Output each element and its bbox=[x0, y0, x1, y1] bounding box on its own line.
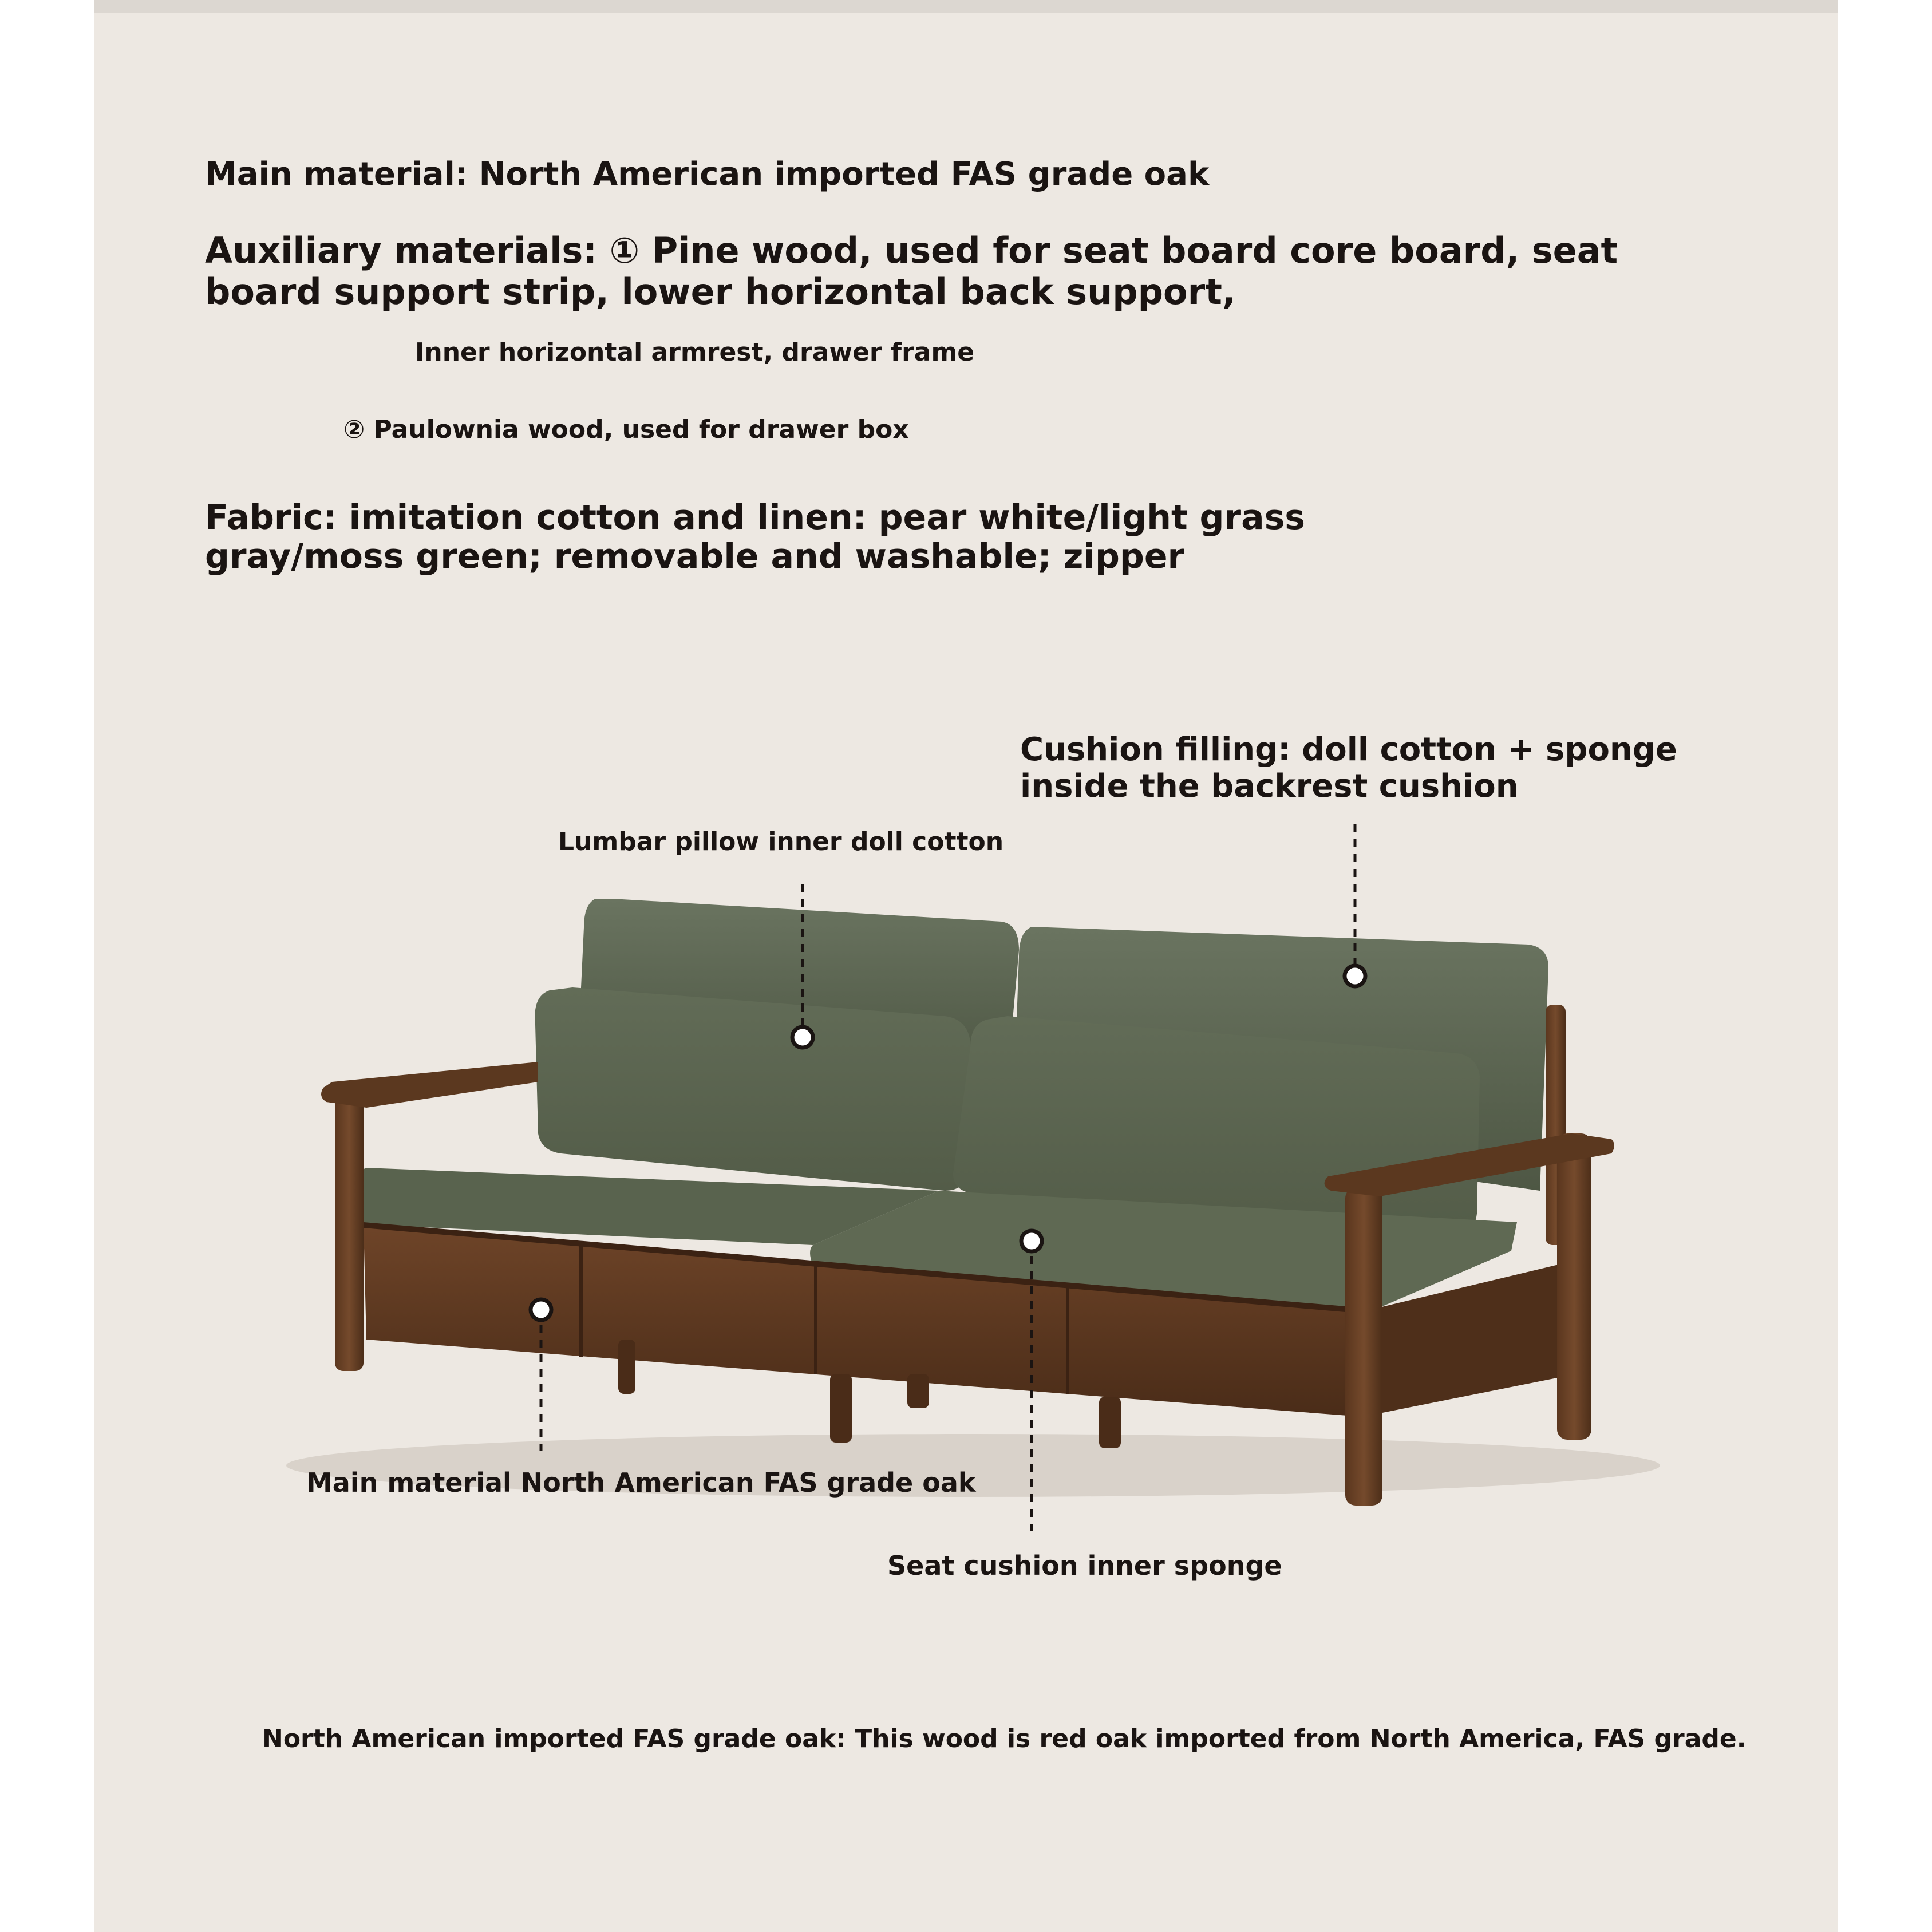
auxiliary-materials-line2: Inner horizontal armrest, drawer frame bbox=[415, 338, 975, 367]
footer-note: North American imported FAS grade oak: This wood is red oak imported from North America, FAS grade. bbox=[262, 1724, 1747, 1753]
auxiliary-materials-text: Auxiliary materials: ① Pine wood, used for seat board core board, seat board support strip, lower horizontal back support, bbox=[205, 230, 1618, 313]
leg bbox=[907, 1374, 929, 1408]
marker-oak bbox=[531, 1299, 551, 1320]
leg bbox=[1345, 1188, 1382, 1506]
leg bbox=[830, 1374, 852, 1443]
leg bbox=[1099, 1397, 1121, 1448]
main-material-text: Main material: North American imported FAS grade oak bbox=[205, 156, 1210, 193]
leg bbox=[1557, 1133, 1591, 1440]
callout-seat-cushion: Seat cushion inner sponge bbox=[887, 1550, 1282, 1581]
lumbar-pillow-left bbox=[535, 987, 970, 1191]
marker-lumbar bbox=[792, 1027, 813, 1048]
auxiliary-materials-line3: ② Paulownia wood, used for drawer box bbox=[343, 415, 909, 444]
marker-cushion bbox=[1345, 966, 1365, 986]
marker-seat bbox=[1021, 1231, 1042, 1251]
callout-main-material-oak: Main material North American FAS grade oak bbox=[306, 1467, 976, 1498]
leg bbox=[618, 1340, 635, 1394]
leg bbox=[335, 1091, 364, 1371]
callout-lumbar-pillow: Lumbar pillow inner doll cotton bbox=[558, 827, 1004, 856]
armrest-left bbox=[321, 1062, 538, 1108]
callout-cushion-filling: Cushion filling: doll cotton + sponge inside the backrest cushion bbox=[1020, 731, 1677, 805]
fabric-text: Fabric: imitation cotton and linen: pear white/light grass gray/moss green; removable and washable; zipper bbox=[205, 497, 1305, 576]
